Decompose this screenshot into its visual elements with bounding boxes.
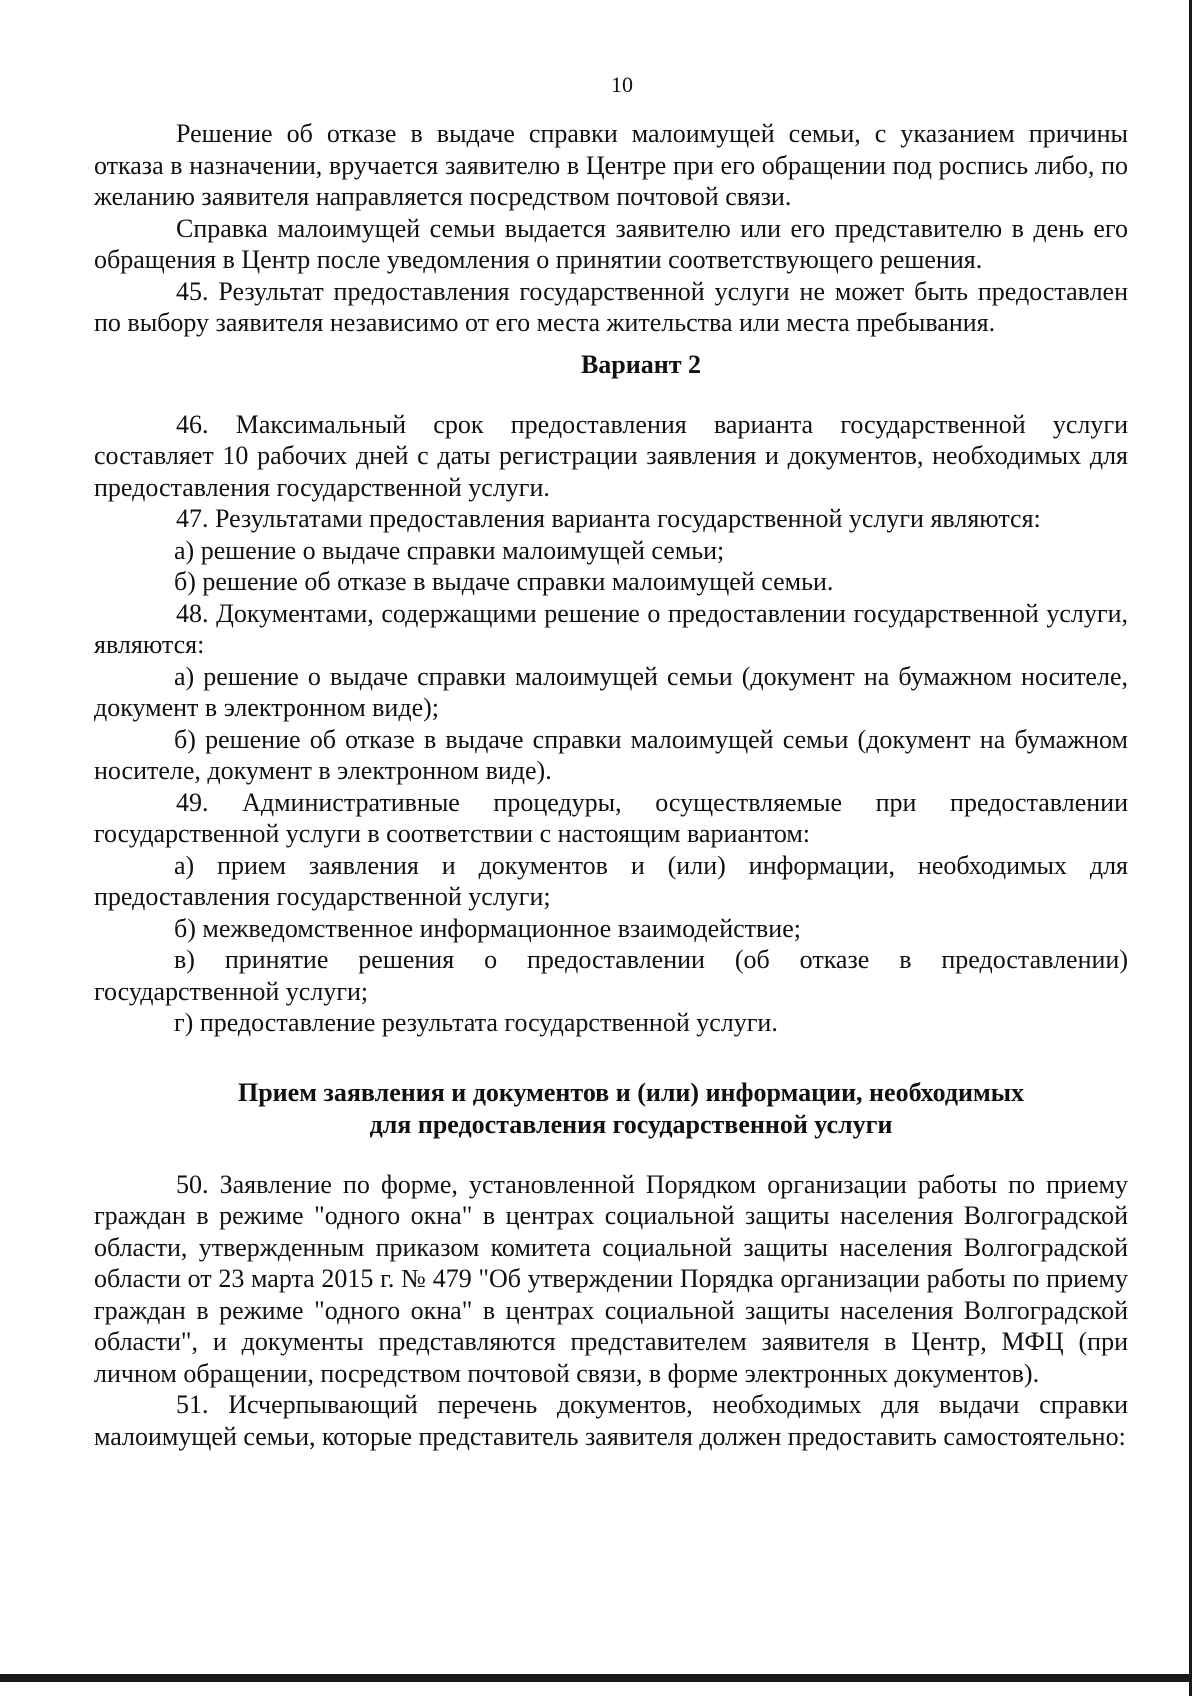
scan-edge-bottom: [0, 1674, 1190, 1682]
paragraph-49a: а) прием заявления и документов и (или) информации, необходимых для предоставления государственной услуги;: [94, 850, 1128, 911]
paragraph-certificate-issue: Справка малоимущей семьи выдается заявителю или его представителю в день его обращения в Центр после уведомления о принятии соответствующего решения.: [94, 213, 1128, 274]
paragraph-49b: б) межведомственное информационное взаимодействие;: [174, 913, 801, 943]
paragraph-47a: а) решение о выдаче справки малоимущей семьи;: [174, 535, 725, 565]
paragraph-47b: б) решение об отказе в выдаче справки малоимущей семьи.: [174, 567, 834, 596]
paragraph-49d: г) предоставление результата государственной услуги.: [174, 1008, 778, 1037]
scan-edge-right: [1189, 0, 1192, 1696]
section-heading: [94, 1077, 1128, 1141]
section-heading-line-1: Прием заявления и документов и (или) информации, необходимых: [237, 1077, 1024, 1107]
paragraph-49c: в) принятие решения о предоставлении (об отказе в предоставлении) государственной услуги;: [94, 945, 1128, 1006]
variant-heading: Вариант 2: [580, 349, 702, 379]
paragraph-47: 47. Результатами предоставления варианта государственной услуги являются:: [176, 504, 1041, 533]
document-body: [94, 118, 1128, 1452]
paragraph-48b: б) решение об отказе в выдаче справки малоимущей семьи (документ на бумажном носителе, документ в электронном виде).: [94, 724, 1128, 785]
paragraph-46: 46. Максимальный срок предоставления варианта государственной услуги составляет 10 рабочих дней с даты регистрации заявления и документов, необходимых для предоставления государственной услуги.: [94, 409, 1128, 502]
paragraph-48a: а) решение о выдаче справки малоимущей семьи (документ на бумажном носителе, документ в электронном виде);: [94, 661, 1128, 722]
paragraph-51: 51. Исчерпывающий перечень документов, необходимых для выдачи справки малоимущей семьи, которые представитель заявителя должен предоставить самостоятельно:: [94, 1390, 1128, 1451]
paragraph-49: 49. Административные процедуры, осуществляемые при предоставлении государственной услуги в соответствии с настоящим вариантом:: [94, 787, 1128, 848]
paragraph-48: 48. Документами, содержащими решение о предоставлении государственной услуги, являются:: [94, 598, 1128, 659]
section-heading-line-2: для предоставления государственной услуги: [369, 1109, 893, 1139]
paragraph-50: 50. Заявление по форме, установленной Порядком организации работы по приему граждан в режиме "одного окна" в центрах социальной защиты населения Волгоградской области, утвержденным приказом комитета социальной защиты населения Волгоградской области от 23 марта 2015 г. № 479 "Об утверждении Порядка организации работы по приему граждан в режиме "одного окна" в центрах социальной защиты населения Волгоградской области", и документы представляются представителем заявителя в Центр, МФЦ (при личном обращении, посредством почтовой связи, в форме электронных документов).: [94, 1169, 1128, 1388]
page-number: 10: [611, 72, 633, 97]
paragraph-45: 45. Результат предоставления государственной услуги не может быть предоставлен по выбору заявителя независимо от его места жительства или места пребывания.: [94, 276, 1128, 337]
paragraph-refusal-decision: Решение об отказе в выдаче справки малоимущей семьи, с указанием причины отказа в назначении, вручается заявителю в Центре при его обращении под роспись либо, по желанию заявителя направляется посредством почтовой связи.: [94, 119, 1128, 211]
